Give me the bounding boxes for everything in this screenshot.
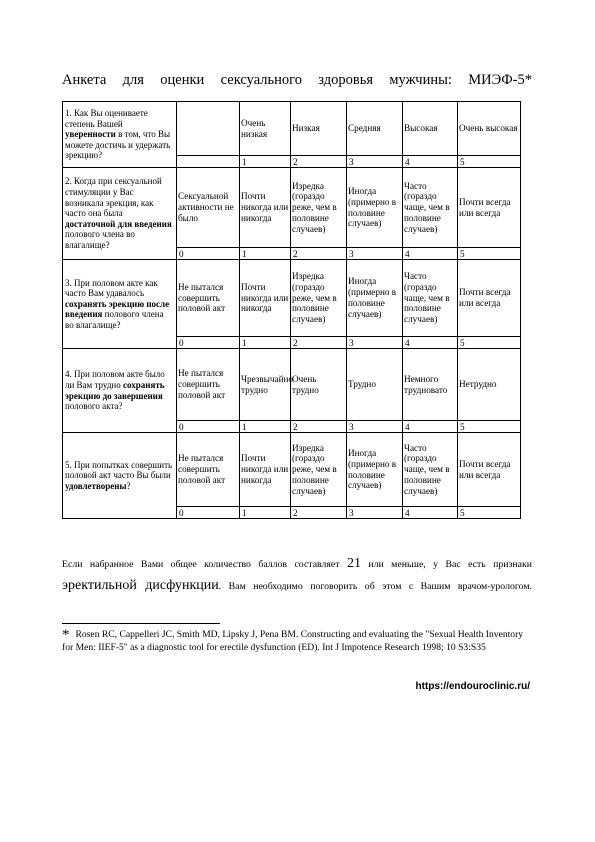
answer-option[interactable]: Немного трудновато xyxy=(403,349,458,421)
score-cell[interactable]: 3 xyxy=(347,421,403,433)
score-cell[interactable]: 2 xyxy=(291,248,347,260)
question-text xyxy=(63,260,177,349)
score-cell[interactable]: 0 xyxy=(177,337,240,349)
question-text-pre: 2. Когда при сексуальной стимуляции у Вас возникала эрекция, как часто она была xyxy=(65,176,162,219)
answer-option[interactable]: Иногда (примерно в половине случаев) xyxy=(347,433,403,507)
summary-text-2: или меньше, у Вас есть признаки xyxy=(368,559,533,570)
score-cell[interactable]: 0 xyxy=(177,248,240,260)
scoring-summary-line2 xyxy=(62,575,532,598)
score-cell[interactable]: 4 xyxy=(403,248,458,260)
footnote-marker: * xyxy=(62,627,70,643)
answer-option[interactable]: Очень трудно xyxy=(291,349,347,421)
answer-option[interactable]: Сексуальной активности не было xyxy=(177,168,240,248)
question-row xyxy=(63,102,521,156)
website-url[interactable]: https://endouroclinic.ru/ xyxy=(415,681,530,692)
answer-option[interactable]: Почти всегда или всегда xyxy=(458,260,521,337)
score-cell[interactable]: 5 xyxy=(458,421,521,433)
iief5-questionnaire-table xyxy=(62,101,521,519)
score-cell[interactable]: 4 xyxy=(403,337,458,349)
score-cell[interactable]: 1 xyxy=(240,337,291,349)
score-cell[interactable]: 5 xyxy=(458,248,521,260)
question-text-post: полового члена во влагалище? xyxy=(65,309,164,330)
answer-option[interactable]: Часто (гораздо чаще, чем в половине случаев) xyxy=(403,260,458,337)
score-cell[interactable]: 0 xyxy=(177,421,240,433)
score-cell[interactable]: 4 xyxy=(403,421,458,433)
question-text-pre: 5. При попытках совершить половой акт часто Вы были xyxy=(65,459,173,481)
score-cell[interactable]: 5 xyxy=(458,507,521,519)
answer-option[interactable]: Часто (гораздо чаще, чем в половине случаев) xyxy=(403,168,458,248)
score-cell[interactable]: 3 xyxy=(347,156,403,168)
question-text-post: в том, что Вы можете достичь и удержать эрекцию? xyxy=(65,129,171,161)
question-text xyxy=(63,102,177,168)
score-cell[interactable] xyxy=(177,156,240,168)
answer-option[interactable]: Высокая xyxy=(403,102,458,156)
score-cell[interactable]: 2 xyxy=(291,156,347,168)
score-cell[interactable]: 3 xyxy=(347,337,403,349)
score-cell[interactable]: 2 xyxy=(291,337,347,349)
answer-option[interactable] xyxy=(177,102,240,156)
footnote-text: Rosen RC, Cappelleri JC, Smith MD, Lipsky J, Pena BM. Constructing and evaluating the "Sexual Health Inventory for Men: IIEF-5" as a diagnostic tool for erectile dysfunction (ED). Int J Impotence Research 1998; 10 S3:S35 xyxy=(62,629,524,653)
question-text-emphasis: уверенности xyxy=(65,129,116,140)
question-text-emphasis: сохранять эрекцию после введения xyxy=(65,298,170,320)
question-text-post: полового члена во влагалище? xyxy=(65,229,135,250)
answer-option[interactable]: Очень низкая xyxy=(240,102,291,156)
summary-threshold: 21 xyxy=(346,556,361,571)
footnote xyxy=(62,629,530,653)
answer-option[interactable]: Изредка (гораздо реже, чем в половине случаев) xyxy=(291,260,347,337)
answer-option[interactable]: Часто (гораздо чаще, чем в половине случаев) xyxy=(403,433,458,507)
question-row xyxy=(63,433,521,507)
question-text xyxy=(63,168,177,260)
summary-diagnosis: эректильной дисфункции xyxy=(62,578,219,593)
answer-option[interactable]: Иногда (примерно в половине случаев) xyxy=(347,260,403,337)
footnote-divider xyxy=(62,623,220,624)
question-text-emphasis: сохранять эрекцию до завершения xyxy=(65,379,165,401)
answer-option[interactable]: Иногда (примерно в половине случаев) xyxy=(347,168,403,248)
answer-option[interactable]: Почти всегда или всегда xyxy=(458,168,521,248)
score-cell[interactable]: 3 xyxy=(347,507,403,519)
summary-text-1: Если набранное Вами общее количество баллов составляет xyxy=(62,559,340,570)
score-cell[interactable]: 1 xyxy=(240,248,291,260)
answer-option[interactable]: Изредка (гораздо реже, чем в половине случаев) xyxy=(291,433,347,507)
score-cell[interactable]: 2 xyxy=(291,507,347,519)
question-row xyxy=(63,349,521,421)
scoring-summary-line1 xyxy=(62,553,532,576)
answer-option[interactable]: Почти никогда или никогда xyxy=(240,168,291,248)
answer-option[interactable]: Очень высокая xyxy=(458,102,521,156)
answer-option[interactable]: Трудно xyxy=(347,349,403,421)
question-text-emphasis: достаточной для введения xyxy=(65,218,172,229)
question-row xyxy=(63,168,521,248)
answer-option[interactable]: Не пытался совершить половой акт xyxy=(177,433,240,507)
score-cell[interactable]: 5 xyxy=(458,156,521,168)
score-cell[interactable]: 4 xyxy=(403,156,458,168)
answer-option[interactable]: Чрезвычайно трудно xyxy=(240,349,291,421)
question-text-post: ? xyxy=(126,480,131,491)
answer-option[interactable]: Низкая xyxy=(291,102,347,156)
answer-option[interactable]: Не пытался совершить половой акт xyxy=(177,349,240,421)
score-cell[interactable]: 1 xyxy=(240,156,291,168)
answer-option[interactable]: Средняя xyxy=(347,102,403,156)
question-row xyxy=(63,260,521,337)
summary-text-3: . Вам необходимо поговорить об этом с Вашим врачом-урологом. xyxy=(218,581,532,592)
answer-option[interactable]: Почти никогда или никогда xyxy=(240,260,291,337)
score-cell[interactable]: 1 xyxy=(240,507,291,519)
page-title: Анкета для оценки сексуального здоровья мужчины: МИЭФ-5* xyxy=(62,72,532,88)
question-text-emphasis: удовлетворены xyxy=(65,480,127,491)
question-text-pre: 3. При половом акте как часто Вам удавалось xyxy=(65,277,158,299)
question-text-pre: 1. Как Вы оцениваете степень Вашей xyxy=(65,108,148,129)
question-text-post: полового акта? xyxy=(65,401,123,412)
score-cell[interactable]: 3 xyxy=(347,248,403,260)
question-text xyxy=(63,349,177,433)
question-text-pre: 4. При половом акте было ли Вам трудно xyxy=(65,369,165,390)
answer-option[interactable]: Почти всегда или всегда xyxy=(458,433,521,507)
score-cell[interactable]: 0 xyxy=(177,507,240,519)
score-cell[interactable]: 5 xyxy=(458,337,521,349)
answer-option[interactable]: Почти никогда или никогда xyxy=(240,433,291,507)
score-cell[interactable]: 4 xyxy=(403,507,458,519)
score-cell[interactable]: 1 xyxy=(240,421,291,433)
answer-option[interactable]: Не пытался совершить половой акт xyxy=(177,260,240,337)
answer-option[interactable]: Изредка (гораздо реже, чем в половине случаев) xyxy=(291,168,347,248)
score-cell[interactable]: 2 xyxy=(291,421,347,433)
answer-option[interactable]: Нетрудно xyxy=(458,349,521,421)
question-text xyxy=(63,433,177,519)
